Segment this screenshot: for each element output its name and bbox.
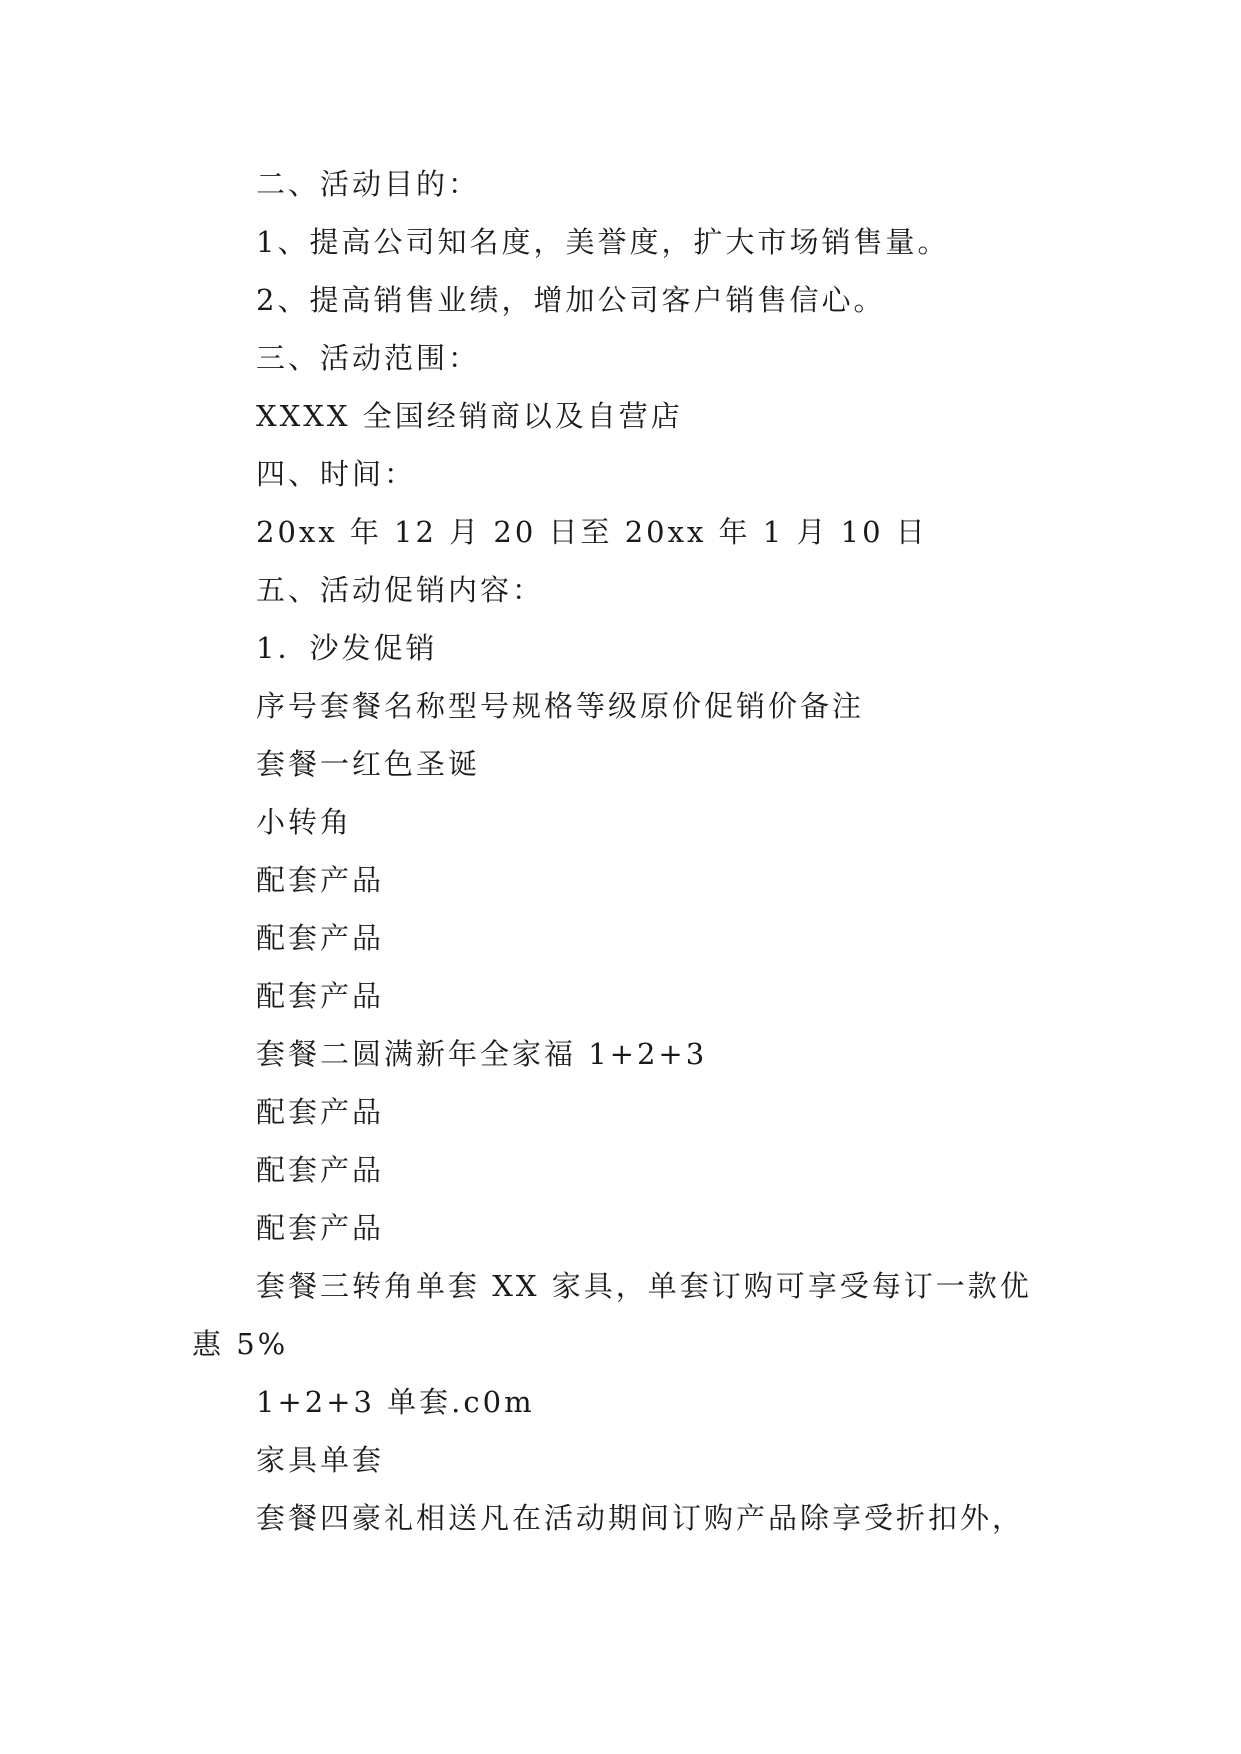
text-line: 四、时间： [256, 457, 417, 491]
text-line: 二、活动目的： [256, 167, 481, 201]
text-line: 20xx 年 12 月 20 日至 20xx 年 1 月 10 日 [256, 515, 928, 549]
text-line: 1、提高公司知名度，美誉度，扩大市场销售量。 [256, 225, 950, 259]
text-line: 1+2+3 单套.c0m [256, 1385, 535, 1419]
text-line: 套餐二圆满新年全家福 1+2+3 [256, 1037, 708, 1071]
text-line: XXXX 全国经销商以及自营店 [256, 399, 683, 433]
text-line: 五、活动促销内容： [256, 573, 545, 607]
text-line: 小转角 [256, 805, 353, 839]
text-line: 惠 5% [192, 1327, 289, 1361]
text-line: 配套产品 [256, 1153, 385, 1187]
text-line: 1．沙发促销 [256, 631, 438, 665]
document-body [192, 155, 1052, 1547]
text-line: 配套产品 [256, 921, 385, 955]
text-line: 配套产品 [256, 1211, 385, 1245]
text-line: 序号套餐名称型号规格等级原价促销价备注 [256, 689, 865, 723]
text-line: 套餐三转角单套 XX 家具，单套订购可享受每订一款优 [256, 1269, 1032, 1303]
text-line: 套餐一红色圣诞 [256, 747, 481, 781]
text-line: 2、提高销售业绩，增加公司客户销售信心。 [256, 283, 886, 317]
text-line: 家具单套 [256, 1443, 385, 1477]
text-line: 套餐四豪礼相送凡在活动期间订购产品除享受折扣外， [256, 1501, 1025, 1535]
text-line: 配套产品 [256, 1095, 385, 1129]
text-line: 三、活动范围： [256, 341, 481, 375]
text-line: 配套产品 [256, 863, 385, 897]
text-line: 配套产品 [256, 979, 385, 1013]
